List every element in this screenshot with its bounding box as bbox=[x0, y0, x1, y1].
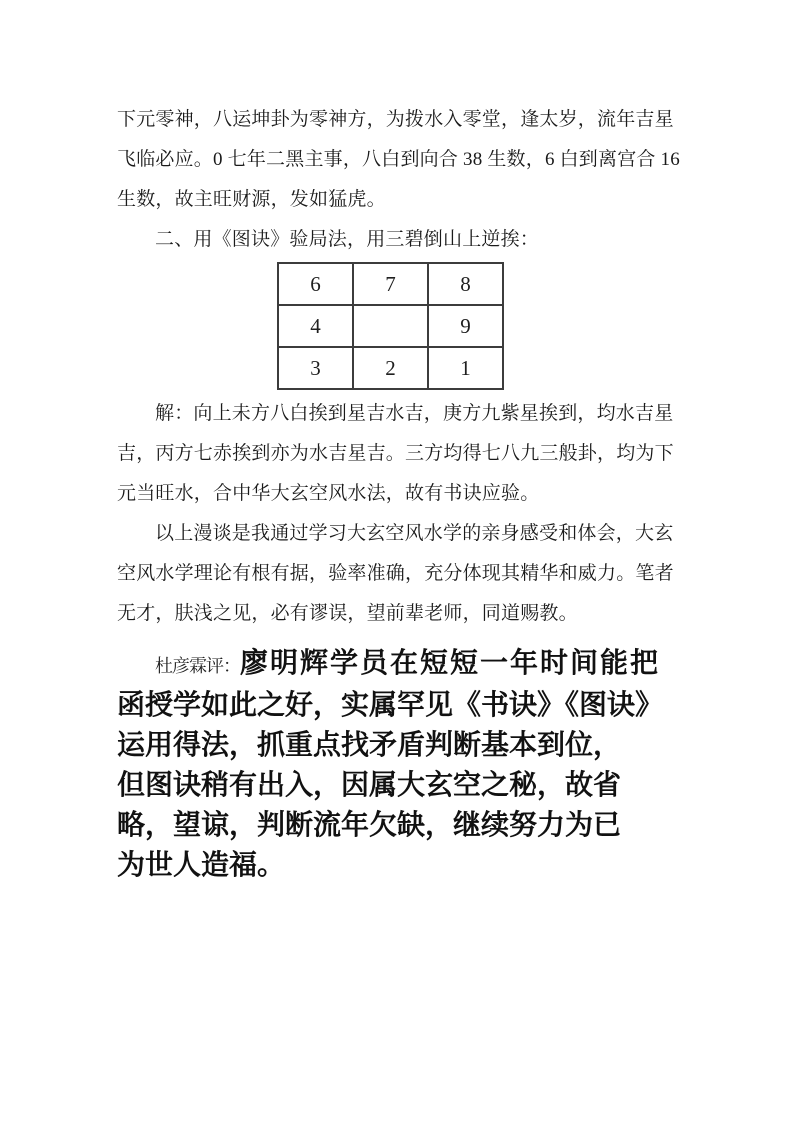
body-text-line: 生数，故主旺财源，发如猛虎。 bbox=[117, 189, 386, 210]
table-cell: 7 bbox=[353, 263, 428, 305]
table-cell bbox=[353, 305, 428, 347]
paragraph-summary bbox=[117, 514, 679, 634]
section-heading: 二、用《图诀》验局法，用三碧倒山上逆挨： bbox=[155, 229, 540, 250]
body-text-line: 吉，丙方七赤挨到亦为水吉星吉。三方均得七八九三般卦，均为下 bbox=[117, 443, 674, 464]
body-text-line: 元当旺水，合中华大玄空风水法，故有书诀应验。 bbox=[117, 483, 540, 504]
commentary-line: 略，望谅，判断流年欠缺，继续努力为已 bbox=[117, 810, 622, 841]
body-text-line: 飞临必应。0 七年二黑主事，八白到向合 38 生数，6 白到离宫合 16 bbox=[117, 149, 680, 170]
commentary-text: 廖明辉学员在短短一年时间能把 bbox=[240, 648, 661, 679]
commentary-line: 函授学如此之好，实属罕见《书诀》《图诀》 bbox=[117, 690, 664, 721]
commentary-line: 但图诀稍有出入，因属大玄空之秘，故省 bbox=[117, 770, 622, 801]
document-content bbox=[117, 100, 679, 886]
body-text-line: 解：向上未方八白挨到星吉水吉，庚方九紫星挨到，均水吉星 bbox=[155, 403, 674, 424]
commentary-line: 运用得法，抓重点找矛盾判断基本到位， bbox=[117, 730, 622, 761]
table-cell: 2 bbox=[353, 347, 428, 389]
commentary-line bbox=[117, 644, 679, 686]
commentary-line: 为世人造福。 bbox=[117, 850, 286, 881]
flying-star-grid bbox=[277, 262, 679, 390]
table-cell: 4 bbox=[278, 305, 353, 347]
table-row bbox=[278, 263, 503, 305]
body-text-line: 以上漫谈是我通过学习大玄空风水学的亲身感受和体会，大玄 bbox=[155, 523, 674, 544]
flying-star-table bbox=[277, 262, 504, 390]
paragraph-zero-shen bbox=[117, 100, 679, 220]
paragraph-solution bbox=[117, 394, 679, 514]
body-text-line: 空风水学理论有根有据，验率准确，充分体现其精华和威力。笔者 bbox=[117, 563, 674, 584]
table-cell: 3 bbox=[278, 347, 353, 389]
body-text-line: 无才，肤浅之见，必有谬误，望前辈老师，同道赐教。 bbox=[117, 603, 578, 624]
table-cell: 9 bbox=[428, 305, 503, 347]
table-cell: 6 bbox=[278, 263, 353, 305]
table-row bbox=[278, 305, 503, 347]
commentary-section bbox=[117, 644, 679, 886]
table-cell: 8 bbox=[428, 263, 503, 305]
table-cell: 1 bbox=[428, 347, 503, 389]
commentary-label: 杜彦霖评： bbox=[155, 656, 240, 676]
table-row bbox=[278, 347, 503, 389]
body-text-line: 下元零神，八运坤卦为零神方，为拨水入零堂，逢太岁，流年吉星 bbox=[117, 109, 674, 130]
